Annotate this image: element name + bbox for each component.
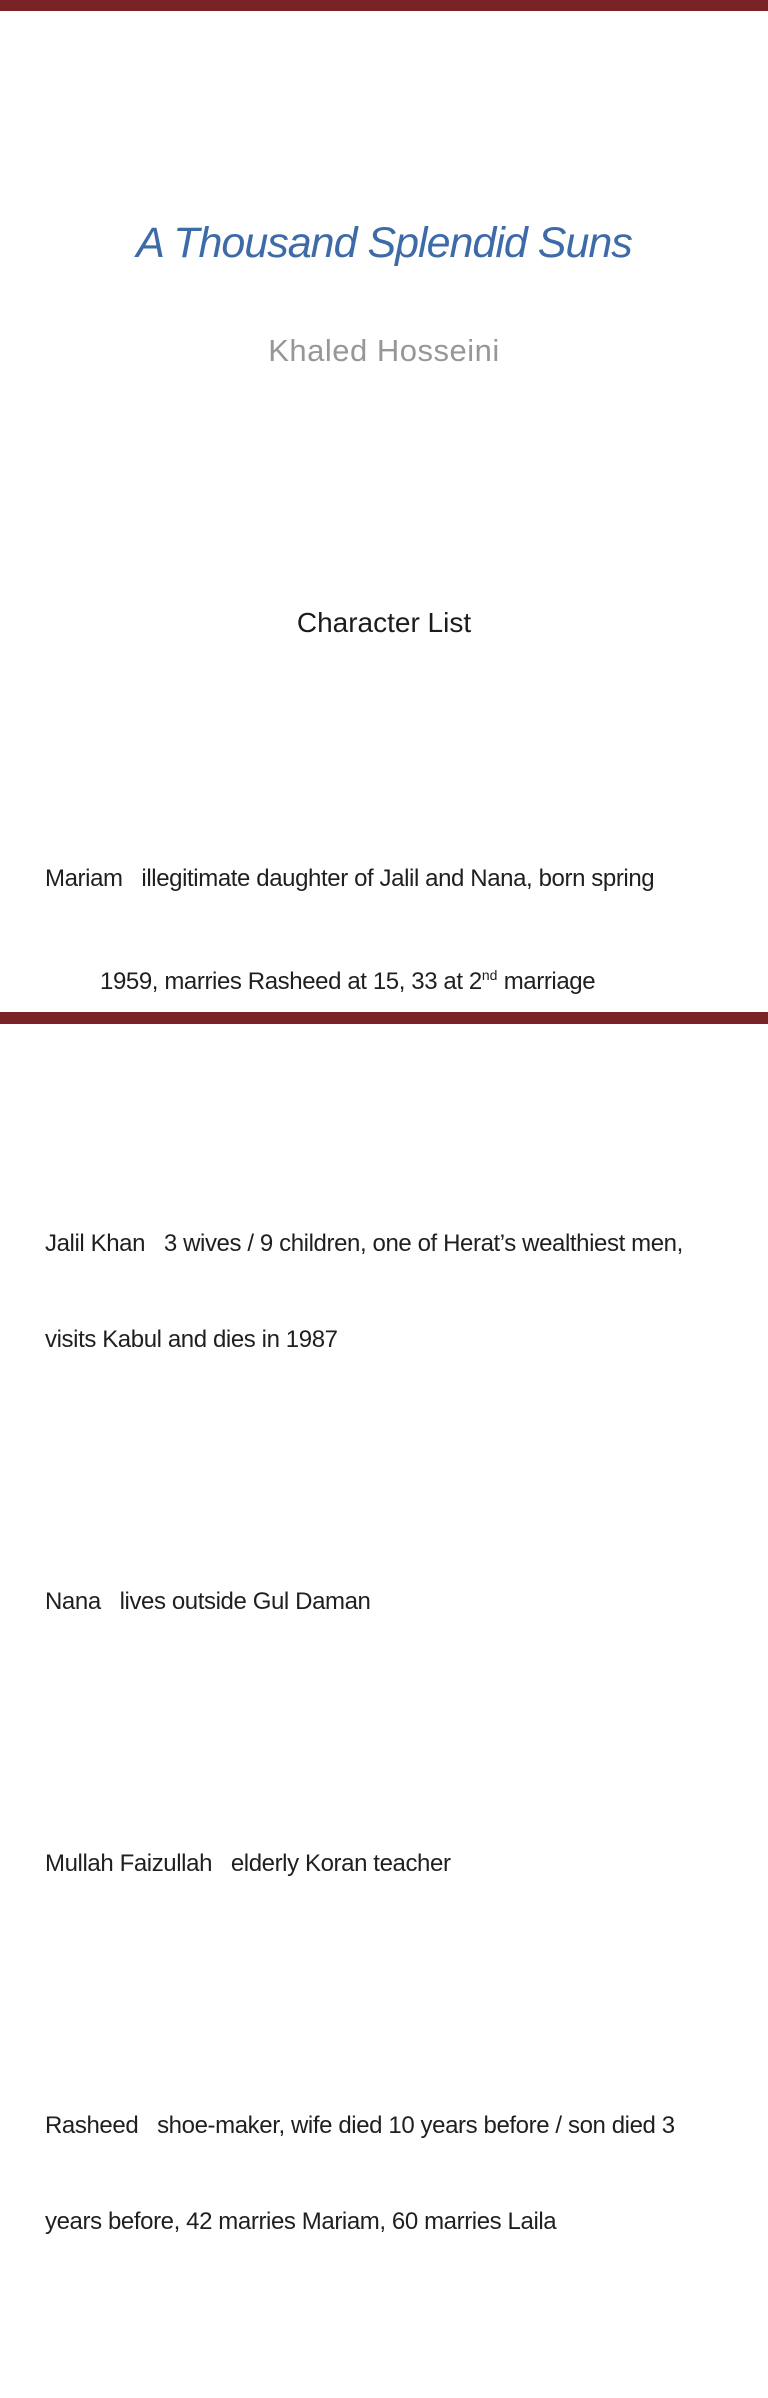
line-segment: marriage	[497, 968, 596, 995]
character-list	[45, 703, 755, 2398]
character-entry-nana	[45, 1522, 755, 1682]
character-line: years before, 42 marries Mariam, 60 marries Laila	[45, 2208, 557, 2235]
character-entry-mullah-faizullah	[45, 1784, 755, 1944]
viewer-bottom-bar	[0, 1012, 768, 1024]
character-entry-jalil-khan	[45, 1164, 755, 1420]
ordinal-superscript: nd	[481, 967, 498, 983]
line-segment: 1959, marries Rasheed at 15, 33 at 2	[100, 968, 482, 995]
character-entry-rasheed	[45, 2046, 755, 2302]
slide-subtitle: Khaled Hosseini	[268, 333, 500, 368]
viewer-top-bar	[0, 0, 768, 11]
character-line	[45, 959, 755, 998]
character-line: Nana lives outside Gul Daman	[45, 1588, 371, 1615]
section-heading: Character List	[296, 607, 472, 638]
character-line: Mullah Faizullah elderly Koran teacher	[45, 1850, 451, 1877]
character-line: Jalil Khan 3 wives / 9 children, one of Herat’s wealthiest men,	[45, 1230, 683, 1257]
character-line: visits Kabul and dies in 1987	[45, 1326, 338, 1353]
slide-title: A Thousand Splendid Suns	[136, 219, 632, 267]
character-line: Mariam illegitimate daughter of Jalil and Nana, born spring	[45, 865, 655, 892]
character-line: Rasheed shoe-maker, wife died 10 years before / son died 3	[45, 2112, 675, 2139]
document-page	[0, 11, 768, 2235]
